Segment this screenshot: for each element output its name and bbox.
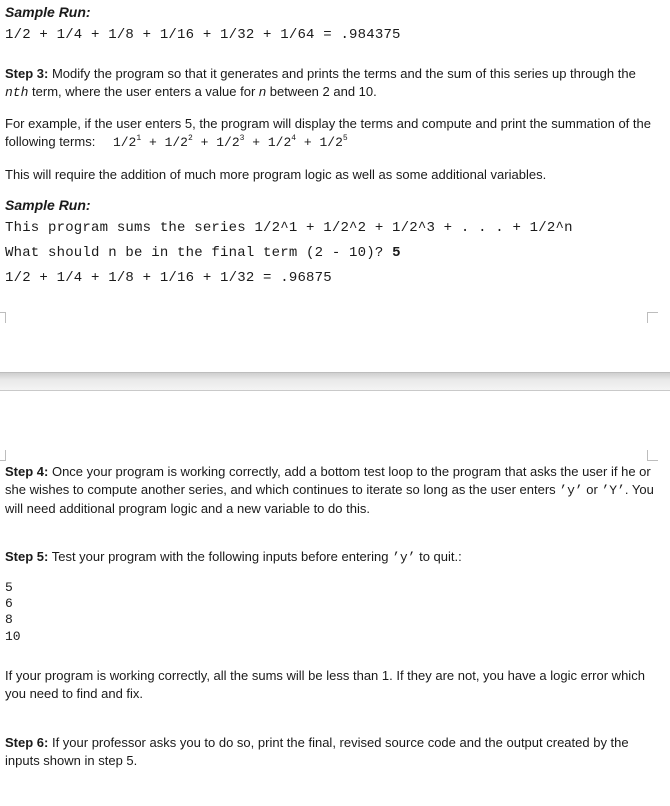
step-5-paragraph: Step 5: Test your program with the following inputs before entering ’y’ to quit.: — [5, 549, 462, 565]
page-corner-mark — [647, 450, 658, 461]
sample-run-2-line-3: 1/2 + 1/4 + 1/8 + 1/16 + 1/32 = .96875 — [5, 270, 332, 286]
step-3-paragraph: Step 3: Modify the program so that it generates and prints the terms and the sum of this series up through the nth term, where the user enters a value for n between 2 and 10. — [5, 66, 636, 100]
test-input: 8 — [5, 612, 13, 627]
page-corner-mark — [0, 450, 6, 461]
sample-run-1-label: Sample Run: — [5, 4, 91, 20]
page-break — [0, 372, 670, 391]
page-corner-mark — [647, 312, 658, 323]
step-6-paragraph: Step 6: If your professor asks you to do so, print the final, revised source code and the output created by the inputs shown in step 5. — [5, 735, 629, 768]
test-input: 6 — [5, 596, 13, 611]
test-input: 5 — [5, 580, 13, 595]
test-input: 10 — [5, 629, 21, 644]
page-corner-mark — [0, 312, 6, 323]
example-terms: $1/2^1 + 1/2^2 + 1/2^3 + 1/2^4 + 1/2^5$ — [112, 134, 348, 150]
nth-term: nth — [5, 85, 29, 100]
sample-run-2-line-1: This program sums the series 1/2^1 + 1/2^2 + 1/2^3 + . . . + 1/2^n — [5, 220, 573, 236]
logic-note: This will require the addition of much more program logic as well as some additional variables. — [5, 167, 547, 182]
step-6-label: Step 6: — [5, 735, 49, 750]
user-input-5: 5 — [392, 245, 401, 261]
check-paragraph: If your program is working correctly, all the sums will be less than 1. If they are not, you have a logic error which you need to find and fix. — [5, 668, 645, 701]
step-4-paragraph: Step 4: Once your program is working correctly, add a bottom test loop to the program that asks the user if he or she wishes to compute another series, and which continues to iterate so long as the user enters ’y’ or ’Y’. You will need additional program logic and a new variable to do this. — [5, 464, 654, 516]
step-3-label: Step 3: — [5, 66, 49, 81]
sample-run-1-output: 1/2 + 1/4 + 1/8 + 1/16 + 1/32 + 1/64 = .984375 — [5, 27, 401, 43]
example-text: For example, if the user enters 5, the program will display the terms and compute and print the summation of the following terms: — [5, 116, 651, 149]
step-5-label: Step 5: — [5, 549, 49, 564]
step-4-label: Step 4: — [5, 464, 49, 479]
sample-run-2-label: Sample Run: — [5, 197, 91, 213]
sample-run-2-line-2: What should n be in the final term (2 - 10)? 5 — [5, 245, 401, 261]
n-variable: n — [258, 84, 267, 99]
example-paragraph — [5, 115, 655, 152]
